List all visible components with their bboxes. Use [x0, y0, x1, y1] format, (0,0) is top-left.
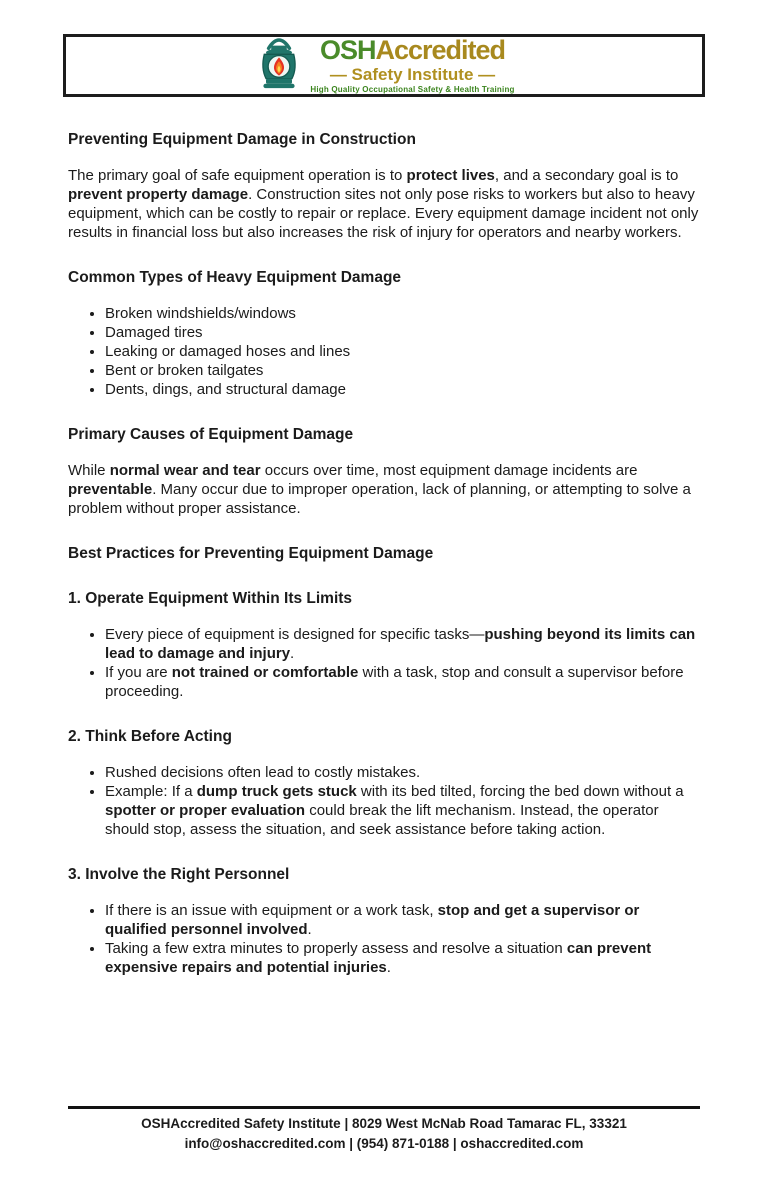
text-run: . Construction sites not only pose risks to workers but also to heavy equipment, which can be costly to repair or replace. Every equipment damage incident not only results in financial loss but also increases the risk of injury for operators and nearby workers.: [68, 186, 699, 241]
paragraph: [68, 461, 700, 518]
bullet-list: [68, 304, 700, 399]
lantern-icon: [253, 35, 305, 96]
bold-run: can prevent expensive repairs and potential injuries: [105, 940, 652, 976]
bullet-icon: [90, 369, 94, 373]
bullet-icon: [90, 312, 94, 316]
list-item: [68, 782, 700, 839]
text-run: Bent or broken tailgates: [105, 362, 264, 379]
list-item: [68, 663, 700, 701]
document-body: [68, 130, 700, 994]
text-run: Taking a few extra minutes to properly assess and resolve a situation: [105, 940, 567, 957]
logo-brand-osh: OSH: [319, 35, 376, 65]
bold-run: preventable: [68, 481, 153, 498]
text-run: , and a secondary goal is to: [494, 167, 679, 184]
footer-divider: [68, 1106, 700, 1109]
text-run: Broken windshields/windows: [105, 305, 296, 322]
text-run: Every piece of equipment is designed for specific tasks—: [105, 626, 485, 643]
logo: [253, 35, 514, 96]
document-title: Preventing Equipment Damage in Construction: [68, 131, 416, 148]
text-run: Example: If a: [105, 783, 197, 800]
text-run: with its bed tilted, forcing the bed down without a: [356, 783, 684, 800]
section-heading: Best Practices for Preventing Equipment Damage: [68, 545, 434, 562]
bold-run: protect lives: [406, 167, 495, 184]
bold-run: normal wear and tear: [109, 462, 261, 479]
bullet-icon: [90, 331, 94, 335]
bullet-icon: [90, 947, 94, 951]
list-item: [68, 625, 700, 663]
bullet-icon: [90, 790, 94, 794]
bullet-icon: [90, 671, 94, 675]
section-heading: 2. Think Before Acting: [68, 728, 232, 745]
text-run: Dents, dings, and structural damage: [105, 381, 346, 398]
bullet-icon: [90, 633, 94, 637]
paragraph: [68, 166, 700, 242]
document-blocks: [68, 166, 700, 977]
text-run: If there is an issue with equipment or a work task,: [105, 902, 438, 919]
list-item: [68, 342, 700, 361]
section-heading: Primary Causes of Equipment Damage: [68, 426, 354, 443]
list-item: [68, 361, 700, 380]
bullet-icon: [90, 909, 94, 913]
bullet-list: [68, 625, 700, 701]
list-item: [68, 323, 700, 342]
bold-run: not trained or comfortable: [171, 664, 359, 681]
bold-run: pushing beyond its limits can lead to damage and injury: [105, 626, 696, 662]
footer-contact: info@oshaccredited.com | (954) 871-0188 | oshaccredited.com: [184, 1136, 584, 1151]
list-item: [68, 901, 700, 939]
bullet-icon: [90, 388, 94, 392]
text-run: If you are: [105, 664, 172, 681]
footer-address: OSHAccredited Safety Institute | 8029 West McNab Road Tamarac FL, 33321: [141, 1116, 627, 1131]
section-heading: Common Types of Heavy Equipment Damage: [68, 269, 402, 286]
logo-brand-accredited: Accredited: [375, 35, 506, 65]
logo-subtitle: — Safety Institute —: [329, 65, 496, 84]
text-run: Damaged tires: [105, 324, 203, 341]
bullet-list: [68, 763, 700, 839]
logo-tagline: High Quality Occupational Safety & Health Training: [310, 85, 515, 94]
text-run: The primary goal of safe equipment operation is to: [68, 167, 407, 184]
bullet-icon: [90, 771, 94, 775]
text-run: . Many occur due to improper operation, lack of planning, or attempting to solve a problem without proper assistance.: [68, 481, 691, 517]
section-heading: 3. Involve the Right Personnel: [68, 866, 290, 883]
page-footer: [68, 1106, 700, 1154]
logo-brand-name: [320, 37, 505, 64]
text-run: Leaking or damaged hoses and lines: [105, 343, 351, 360]
bullet-icon: [90, 350, 94, 354]
bold-run: prevent property damage: [68, 186, 249, 203]
section-heading: 1. Operate Equipment Within Its Limits: [68, 590, 353, 607]
list-item: [68, 939, 700, 977]
text-run: .: [307, 921, 312, 938]
text-run: could break the lift mechanism. Instead, the operator should stop, assess the situation, and seek assistance before taking action.: [105, 802, 659, 838]
text-run: .: [386, 959, 391, 976]
text-run: While: [68, 462, 110, 479]
header-logo-box: [63, 34, 705, 97]
text-run: Rushed decisions often lead to costly mistakes.: [105, 764, 421, 781]
bold-run: dump truck gets stuck: [196, 783, 357, 800]
text-run: with a task, stop and consult a supervisor before proceeding.: [105, 664, 684, 700]
text-run: .: [290, 645, 295, 662]
bold-run: stop and get a supervisor or qualified personnel involved: [105, 902, 640, 938]
bullet-list: [68, 901, 700, 977]
list-item: [68, 763, 700, 782]
logo-text: [310, 37, 514, 94]
list-item: [68, 380, 700, 399]
text-run: occurs over time, most equipment damage incidents are: [260, 462, 638, 479]
list-item: [68, 304, 700, 323]
bold-run: spotter or proper evaluation: [105, 802, 306, 819]
